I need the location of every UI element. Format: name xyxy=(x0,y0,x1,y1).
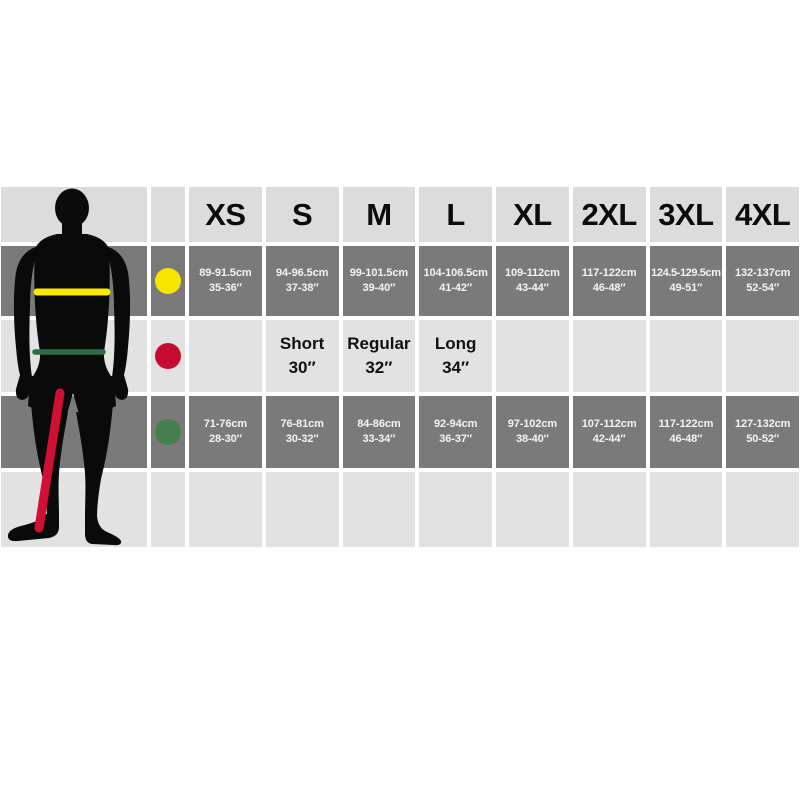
spacer-cell xyxy=(496,472,569,547)
chest-cell-l: 104-106.5cm 41-42″ xyxy=(419,246,492,316)
leg-cell-l: Long 34″ xyxy=(419,320,492,392)
chest-cell-4xl: 132-137cm 52-54″ xyxy=(726,246,799,316)
chest-marker-dot-icon xyxy=(155,268,181,294)
chest-cell-s: 94-96.5cm 37-38″ xyxy=(266,246,339,316)
waist-cell-xs: 71-76cm 28-30″ xyxy=(189,396,262,468)
leg-cell-xl xyxy=(496,320,569,392)
spacer-cell xyxy=(650,472,723,547)
spacer-cell xyxy=(419,472,492,547)
leg-cell-4xl xyxy=(726,320,799,392)
waist-cell-3xl: 117-122cm 46-48″ xyxy=(650,396,723,468)
spacer-cell xyxy=(573,472,646,547)
size-header-l: L xyxy=(419,187,492,242)
chest-cell-m: 99-101.5cm 39-40″ xyxy=(343,246,416,316)
spacer-cell xyxy=(343,472,416,547)
leg-cell-2xl xyxy=(573,320,646,392)
waist-cell-m: 84-86cm 33-34″ xyxy=(343,396,416,468)
leg-cell-xs xyxy=(189,320,262,392)
chest-cell-2xl: 117-122cm 46-48″ xyxy=(573,246,646,316)
leg-dot-cell xyxy=(151,320,185,392)
spacer-cell xyxy=(266,472,339,547)
waist-cell-s: 76-81cm 30-32″ xyxy=(266,396,339,468)
waist-cell-2xl: 107-112cm 42-44″ xyxy=(573,396,646,468)
size-header-xl: XL xyxy=(496,187,569,242)
waist-dot-cell xyxy=(151,396,185,468)
dot-column-header-band xyxy=(151,187,185,242)
figure-column-chest-band xyxy=(1,246,147,316)
figure-column-waist-band xyxy=(1,396,147,468)
spacer-cell xyxy=(726,472,799,547)
leg-cell-m: Regular 32″ xyxy=(343,320,416,392)
chest-cell-xs: 89-91.5cm 35-36″ xyxy=(189,246,262,316)
figure-column-bottom-band xyxy=(1,472,147,547)
leg-cell-3xl xyxy=(650,320,723,392)
inside-leg-marker-dot-icon xyxy=(155,343,181,369)
chest-cell-3xl: 124.5-129.5cm 49-51″ xyxy=(650,246,723,316)
size-header-2xl: 2XL xyxy=(573,187,646,242)
size-header-3xl: 3XL xyxy=(650,187,723,242)
waist-marker-dot-icon xyxy=(155,419,181,445)
waist-cell-l: 92-94cm 36-37″ xyxy=(419,396,492,468)
chest-cell-xl: 109-112cm 43-44″ xyxy=(496,246,569,316)
size-header-4xl: 4XL xyxy=(726,187,799,242)
chest-dot-cell xyxy=(151,246,185,316)
size-chart xyxy=(1,187,799,547)
leg-cell-s: Short 30″ xyxy=(266,320,339,392)
waist-cell-xl: 97-102cm 38-40″ xyxy=(496,396,569,468)
size-header-m: M xyxy=(343,187,416,242)
size-header-xs: XS xyxy=(189,187,262,242)
waist-cell-4xl: 127-132cm 50-52″ xyxy=(726,396,799,468)
figure-column-header-band xyxy=(1,187,147,242)
spacer-cell xyxy=(189,472,262,547)
figure-column-leg-band xyxy=(1,320,147,392)
spacer-cell xyxy=(151,472,185,547)
size-header-s: S xyxy=(266,187,339,242)
